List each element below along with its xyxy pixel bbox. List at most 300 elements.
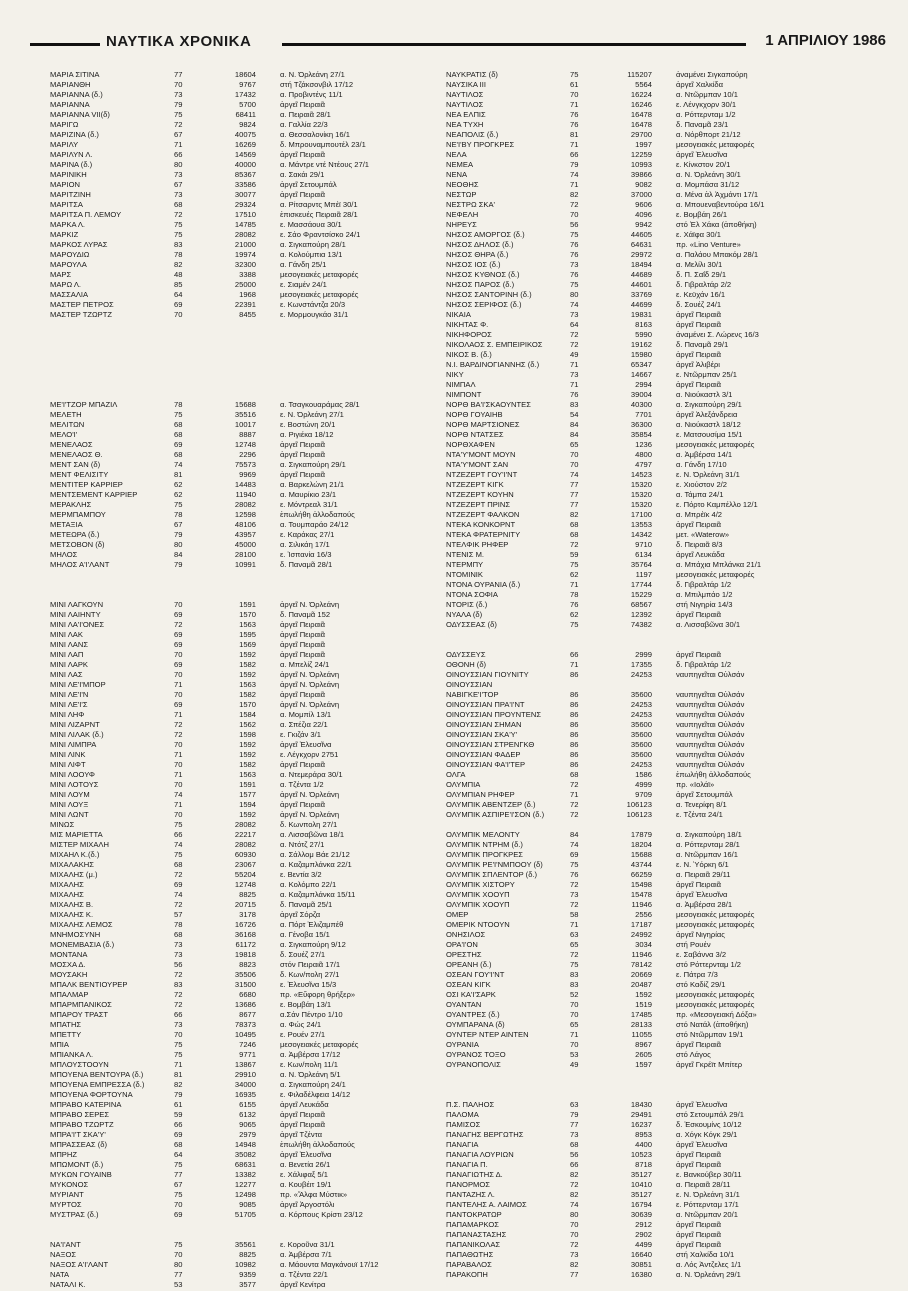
ship-group bbox=[446, 70, 826, 630]
ship-status: ε. Μόντρεαλ 31/1 bbox=[280, 500, 338, 509]
tonnage: 3577 bbox=[239, 1280, 256, 1289]
tonnage: 13686 bbox=[234, 1000, 256, 1009]
ship-status: ναυπηγεῖται Οὐλσάν bbox=[676, 760, 745, 769]
ship-row bbox=[446, 1240, 826, 1250]
ship-name: ΜΠΕΤΤΥ bbox=[50, 1030, 82, 1039]
build-year: 67 bbox=[174, 130, 183, 139]
ship-name: ΠΑΝΤΑΖΗΣ Λ. bbox=[446, 1190, 495, 1199]
build-year: 70 bbox=[174, 740, 183, 749]
ship-name: ΝΕΣΤΩΡ bbox=[446, 190, 477, 199]
ship-status: ἀργεῖ Ν. Όρλεάνη bbox=[280, 790, 340, 799]
ship-name: ΝΟΡΘΧΑΦΕΝ bbox=[446, 440, 495, 449]
ship-status: μεσογειακές μεταφορές bbox=[280, 270, 359, 279]
tonnage: 16794 bbox=[630, 1200, 652, 1209]
build-year: 71 bbox=[570, 100, 579, 109]
build-year: 82 bbox=[570, 1260, 579, 1269]
ship-row bbox=[50, 720, 430, 730]
build-year: 80 bbox=[570, 290, 579, 299]
ship-row bbox=[50, 250, 430, 260]
ship-name: ΜΙΧΑΛΗΣ (μ.) bbox=[50, 870, 98, 879]
build-year: 72 bbox=[570, 540, 579, 549]
ship-name: ΜΙΝΙ ΛΙΝΚ bbox=[50, 750, 86, 759]
build-year: 77 bbox=[570, 500, 579, 509]
ship-row bbox=[446, 580, 826, 590]
build-year: 64 bbox=[570, 320, 579, 329]
tonnage: 16726 bbox=[234, 920, 256, 929]
ship-status: δ. Γιβραλτάρ 1/2 bbox=[676, 660, 732, 669]
ship-status: ἀργεῖ Πειραιᾶ bbox=[676, 1150, 722, 1159]
ship-row bbox=[50, 1200, 430, 1210]
build-year: 59 bbox=[174, 1110, 183, 1119]
tonnage: 1570 bbox=[239, 610, 256, 619]
build-year: 70 bbox=[570, 1220, 579, 1229]
tonnage: 1591 bbox=[239, 780, 256, 789]
ship-row bbox=[50, 160, 430, 170]
build-year: 79 bbox=[174, 560, 183, 569]
ship-row bbox=[50, 310, 430, 320]
build-year: 69 bbox=[174, 1210, 183, 1219]
build-year: 68 bbox=[174, 930, 183, 939]
build-year: 71 bbox=[174, 1060, 183, 1069]
ship-name: ΜΠΡΑΒΟ ΚΑΤΕΡΙΝΑ bbox=[50, 1100, 122, 1109]
ship-name: ΜΕΛΙΤΩΝ bbox=[50, 420, 85, 429]
ship-status: α. Ἀμβέρσα 14/1 bbox=[676, 450, 733, 459]
tonnage: 16246 bbox=[630, 100, 652, 109]
ship-name: ΜΑΡΟΥΔΙΩ bbox=[50, 250, 90, 259]
tonnage: 17432 bbox=[234, 90, 256, 99]
build-year: 71 bbox=[174, 680, 183, 689]
tonnage: 14785 bbox=[234, 220, 256, 229]
tonnage: 1582 bbox=[239, 660, 256, 669]
ship-name: ΝΟΡΘ ΝΤΑΤΣΕΣ bbox=[446, 430, 504, 439]
ship-row bbox=[446, 1120, 826, 1130]
ship-name: ΟΥΑΝΤΑΝ bbox=[446, 1000, 482, 1009]
build-year: 75 bbox=[174, 1160, 183, 1169]
ship-status: α. Κολόμπο 22/1 bbox=[280, 880, 337, 889]
tonnage: 8825 bbox=[239, 1250, 256, 1259]
ship-row bbox=[446, 320, 826, 330]
ship-row bbox=[50, 820, 430, 830]
ship-name: ΜΕΝΤΙΤΕΡ ΚΑΡΡΙΕΡ bbox=[50, 480, 123, 489]
build-year: 72 bbox=[174, 990, 183, 999]
build-year: 75 bbox=[174, 1040, 183, 1049]
ship-row bbox=[50, 850, 430, 860]
tonnage: 30851 bbox=[630, 1260, 652, 1269]
build-year: 76 bbox=[570, 120, 579, 129]
ship-row bbox=[446, 330, 826, 340]
ship-status: α. Πειραιᾶ 28/1 bbox=[280, 110, 331, 119]
ship-name: ΜΕΛΟ'Ι' bbox=[50, 430, 78, 439]
ship-row bbox=[446, 860, 826, 870]
ship-name: ΜΕΤΕΩΡΑ (δ.) bbox=[50, 530, 100, 539]
tonnage: 78142 bbox=[630, 960, 652, 969]
ship-status: α. Τάμπα 24/1 bbox=[676, 490, 724, 499]
ship-status: ε. Ρουέν 27/1 bbox=[280, 1030, 326, 1039]
ship-row bbox=[446, 950, 826, 960]
ship-row bbox=[50, 510, 430, 520]
ship-name: ΝΟΡΘ ΒΑ'Ι'ΣΚΑΟΥΝΤΕΣ bbox=[446, 400, 531, 409]
ship-row bbox=[446, 870, 826, 880]
build-year: 76 bbox=[570, 250, 579, 259]
tonnage: 35516 bbox=[234, 410, 256, 419]
ship-row bbox=[50, 480, 430, 490]
ship-row bbox=[50, 220, 430, 230]
build-year: 72 bbox=[570, 810, 579, 819]
ship-row bbox=[50, 870, 430, 880]
ship-row bbox=[446, 570, 826, 580]
ship-name: ΝΑΞΟΣ bbox=[50, 1250, 77, 1259]
build-year: 69 bbox=[174, 630, 183, 639]
tonnage: 9767 bbox=[239, 80, 256, 89]
ship-status: ε. Ἰσπανία 16/3 bbox=[280, 550, 332, 559]
build-year: 70 bbox=[174, 1030, 183, 1039]
ship-name: ΟΝΗΣΙΛΟΣ bbox=[446, 930, 486, 939]
tonnage: 5564 bbox=[635, 80, 652, 89]
ship-name: ΟΛΥΜΠΙΚ ΣΠΛΕΝΤΟΡ (δ.) bbox=[446, 870, 538, 879]
tonnage: 2902 bbox=[635, 1230, 652, 1239]
ship-status: α. Σιλικάη 17/1 bbox=[280, 540, 330, 549]
ship-status: α. Ντεμεράρα 30/1 bbox=[280, 770, 343, 779]
ship-row bbox=[50, 800, 430, 810]
ship-name: ΝΑΥΚΡΑΤΙΣ (δ) bbox=[446, 70, 498, 79]
ship-status: ἀργεῖ Σόρζα bbox=[280, 910, 321, 919]
build-year: 56 bbox=[570, 1150, 579, 1159]
ship-name: ΟΛΓΑ bbox=[446, 770, 466, 779]
ship-row bbox=[446, 740, 826, 750]
ship-name: ΜΑΡΩ Λ. bbox=[50, 280, 82, 289]
ship-row bbox=[50, 1140, 430, 1150]
tonnage: 39866 bbox=[630, 170, 652, 179]
tonnage: 12748 bbox=[234, 880, 256, 889]
ship-name: ΜΕ'Ι'ΤΖΟΡ ΜΠΑΖΙΛ bbox=[50, 400, 118, 409]
ship-row bbox=[50, 980, 430, 990]
ship-name: ΝΑΥΣΙΚΑ III bbox=[446, 80, 487, 89]
ship-row bbox=[446, 430, 826, 440]
tonnage: 14569 bbox=[234, 150, 256, 159]
ship-name: ΜΥΡΤΟΣ bbox=[50, 1200, 82, 1209]
ship-row bbox=[446, 540, 826, 550]
ship-name: ΜΑΡΣ bbox=[50, 270, 72, 279]
ship-row bbox=[446, 960, 826, 970]
build-year: 72 bbox=[174, 210, 183, 219]
ship-name: ΟΛΥΜΠΙΚ ΧΟΟΥΠ bbox=[446, 900, 510, 909]
ship-name: ΜΙΧΑΛΗΣ ΛΕΜΟΣ bbox=[50, 920, 113, 929]
build-year: 62 bbox=[174, 480, 183, 489]
ship-row bbox=[446, 200, 826, 210]
build-year: 70 bbox=[174, 810, 183, 819]
tonnage: 44605 bbox=[630, 230, 652, 239]
tonnage: 35600 bbox=[630, 740, 652, 749]
build-year: 73 bbox=[570, 1130, 579, 1139]
ship-status: α. Φώς 24/1 bbox=[280, 1020, 322, 1029]
build-year: 53 bbox=[174, 1280, 183, 1289]
ship-row bbox=[50, 420, 430, 430]
build-year: 68 bbox=[570, 530, 579, 539]
tonnage: 35506 bbox=[234, 970, 256, 979]
ship-name: ΝΑΞΟΣ Α'Ι'ΛΑΝΤ bbox=[50, 1260, 109, 1269]
tonnage: 24253 bbox=[630, 700, 652, 709]
tonnage: 2912 bbox=[635, 1220, 652, 1229]
ship-row bbox=[446, 1060, 826, 1070]
ship-row bbox=[50, 1030, 430, 1040]
ship-row bbox=[446, 240, 826, 250]
ship-status: μεσογειακές μεταφορές bbox=[280, 1040, 359, 1049]
ship-row bbox=[446, 300, 826, 310]
ship-row bbox=[50, 450, 430, 460]
build-year: 63 bbox=[570, 930, 579, 939]
ship-name: ΜΠΟΥΕΝΑ ΒΕΝΤΟΥΡΑ (δ.) bbox=[50, 1070, 144, 1079]
build-year: 82 bbox=[570, 190, 579, 199]
ship-name: ΝΗΣΟΣ ΣΑΝΤΟΡΙΝΗ (δ.) bbox=[446, 290, 532, 299]
build-year: 71 bbox=[570, 180, 579, 189]
ship-row bbox=[446, 910, 826, 920]
build-year: 77 bbox=[570, 490, 579, 499]
ship-status: ἀργεῖ Πειραιᾶ bbox=[676, 1220, 722, 1229]
tonnage: 15320 bbox=[630, 490, 652, 499]
ship-status: στό Ρόττερνταμ 1/2 bbox=[676, 960, 742, 969]
ship-name: ΜΑΣΣΑΛΙΑ bbox=[50, 290, 89, 299]
ship-row bbox=[446, 1000, 826, 1010]
ship-name: ΟΔΥΣΣΕΥΣ bbox=[446, 650, 486, 659]
ship-row bbox=[50, 1060, 430, 1070]
ship-status: πρ. «Lino Venture» bbox=[676, 240, 741, 249]
ship-status: ἀργεῖ Ἐλευσῖνα bbox=[676, 1100, 728, 1109]
tonnage: 17187 bbox=[630, 920, 652, 929]
ship-name: ΜΙΝΙ ΛΟΥΞ bbox=[50, 800, 89, 809]
ship-status: ε. Ν. Ὑόρκη 6/1 bbox=[676, 860, 729, 869]
ship-status: α. Ριγιέκα 18/12 bbox=[280, 430, 334, 439]
tonnage: 4400 bbox=[635, 1140, 652, 1149]
ship-row bbox=[50, 1240, 430, 1250]
ship-status: ε. Κοροῦνα 31/1 bbox=[280, 1240, 335, 1249]
ship-name: ΝΟΡΘ ΜΑΡΤΣΙΟΝΕΣ bbox=[446, 420, 520, 429]
ship-name: ΜΙΝΙ ΛΙΦΤ bbox=[50, 760, 86, 769]
build-year: 78 bbox=[174, 400, 183, 409]
ship-status: ἀργεῖ Νιγηρίας bbox=[676, 930, 725, 939]
ship-status: πρ. «Ἄλφα Μύστικ» bbox=[280, 1190, 348, 1199]
ship-name: ΟΣΕΑΝ ΓΟΥ'Ι'ΝΤ bbox=[446, 970, 505, 979]
build-year: 65 bbox=[570, 940, 579, 949]
build-year: 67 bbox=[174, 180, 183, 189]
ship-status: στό Ντῶρμπαν 19/1 bbox=[676, 1030, 744, 1039]
tonnage: 8967 bbox=[635, 1040, 652, 1049]
ship-row bbox=[446, 210, 826, 220]
ship-status: δ. Π. Σαΐδ 29/1 bbox=[676, 270, 727, 279]
ship-status: ε. Κίνκστον 20/1 bbox=[676, 160, 731, 169]
build-year: 62 bbox=[174, 490, 183, 499]
build-year: 69 bbox=[174, 300, 183, 309]
ship-status: στό Νατάλ (ἀποθήκη) bbox=[676, 1020, 749, 1029]
ship-row bbox=[446, 1220, 826, 1230]
ship-name: ΜΙΝΙ ΛΑΓΚΟΥΝ bbox=[50, 600, 104, 609]
build-year: 71 bbox=[174, 770, 183, 779]
build-year: 77 bbox=[570, 1120, 579, 1129]
build-year: 74 bbox=[570, 470, 579, 479]
tonnage: 6134 bbox=[635, 550, 652, 559]
ship-status: ἀργεῖ Πειραιᾶ bbox=[280, 450, 326, 459]
build-year: 86 bbox=[570, 740, 579, 749]
build-year: 72 bbox=[174, 720, 183, 729]
ship-name: ΝΕΝΑ bbox=[446, 170, 468, 179]
build-year: 69 bbox=[174, 610, 183, 619]
ship-status: στό Καδίζ 29/1 bbox=[676, 980, 726, 989]
tonnage: 20669 bbox=[630, 970, 652, 979]
build-year: 74 bbox=[174, 460, 183, 469]
ship-row bbox=[446, 1250, 826, 1260]
ship-row bbox=[446, 650, 826, 660]
ship-row bbox=[446, 900, 826, 910]
tonnage: 1594 bbox=[239, 800, 256, 809]
group-gap bbox=[50, 570, 430, 600]
tonnage: 1997 bbox=[635, 140, 652, 149]
ship-status: α. Ρόττερνταμ 28/1 bbox=[676, 840, 740, 849]
ship-row bbox=[50, 1050, 430, 1060]
ship-name: ΜΠΡΗΖ bbox=[50, 1150, 77, 1159]
build-year: 61 bbox=[570, 80, 579, 89]
ship-status: ε. Σιαμέν 24/1 bbox=[280, 280, 327, 289]
ship-name: ΟΙΝΟΥΣΣΙΑΝ ΓΙΟΥΝΙΤΥ bbox=[446, 670, 529, 679]
ship-name: ΜΙΝΙ ΛΑ'Ι'ΟΝΕΣ bbox=[50, 620, 105, 629]
ship-name: ΜΟΝΤΑΝΑ bbox=[50, 950, 88, 959]
ship-name: ΜΙΝΙ ΛΕ'Ι'ΜΠΟΡ bbox=[50, 680, 106, 689]
ship-name: ΜΠΙΑΝΚΑ Λ. bbox=[50, 1050, 94, 1059]
ship-name: ΜΙΧΑΛΗΣ bbox=[50, 890, 84, 899]
build-year: 79 bbox=[570, 1110, 579, 1119]
ship-name: ΜΙΝΙ ΛΩΝΤ bbox=[50, 810, 89, 819]
ship-name: ΜΑΡΚΑ Λ. bbox=[50, 220, 86, 229]
ship-row bbox=[50, 740, 430, 750]
ship-row bbox=[50, 1280, 430, 1290]
ship-row bbox=[446, 480, 826, 490]
ship-name: ΝΗΣΟΣ ΘΗΡΑ (δ.) bbox=[446, 250, 509, 259]
ship-status: α. Μομπίλ 13/1 bbox=[280, 710, 332, 719]
ship-row bbox=[446, 370, 826, 380]
ship-status: πρ. «Μεσογειακή Δόξα» bbox=[676, 1010, 757, 1019]
build-year: 82 bbox=[174, 260, 183, 269]
ship-name: ΟΛΥΜΠΙΚ ΑΒΕΝΤΖΕΡ (δ.) bbox=[446, 800, 536, 809]
build-year: 81 bbox=[174, 1070, 183, 1079]
tonnage: 11940 bbox=[235, 490, 256, 499]
tonnage: 15688 bbox=[630, 850, 652, 859]
ship-name: ΜΙΝΙ ΛΗΦ bbox=[50, 710, 85, 719]
tonnage: 6680 bbox=[239, 990, 256, 999]
ship-name: ΜΕΡΑΚΛΗΣ bbox=[50, 500, 92, 509]
tonnage: 12277 bbox=[234, 1180, 256, 1189]
tonnage: 6132 bbox=[239, 1110, 256, 1119]
build-year: 69 bbox=[174, 660, 183, 669]
build-year: 73 bbox=[174, 190, 183, 199]
ship-status: α. Ἀμβέρσα 7/1 bbox=[280, 1250, 332, 1259]
ship-row bbox=[446, 920, 826, 930]
ship-status: δ. Παναμᾶ 152 bbox=[280, 610, 331, 619]
ship-name: ΟΛΥΜΠΙΚ ΝΤΡΗΜ (δ.) bbox=[446, 840, 523, 849]
ship-name: ΜΙΝΙ ΛΟΤΟΥΣ bbox=[50, 780, 99, 789]
ship-row bbox=[50, 280, 430, 290]
ship-status: ε. Ρόττερνταμ 17/1 bbox=[676, 1200, 739, 1209]
ship-name: ΟΛΥΜΠΙΚ ΧΟΟΥΠ bbox=[446, 890, 510, 899]
tonnage: 29491 bbox=[630, 1110, 652, 1119]
ship-row bbox=[50, 290, 430, 300]
ship-row bbox=[50, 210, 430, 220]
ship-name: ΜΠΛΟΥΣΤΟΟΥΝ bbox=[50, 1060, 109, 1069]
ship-row bbox=[446, 290, 826, 300]
ship-name: ΠΑΠΑΝΙΚΟΛΑΣ bbox=[446, 1240, 501, 1249]
ship-name: ΝΕΑ ΤΥΧΗ bbox=[446, 120, 484, 129]
ship-status: μεσογειακές μεταφορές bbox=[676, 920, 755, 929]
tonnage: 16224 bbox=[630, 90, 652, 99]
build-year: 68 bbox=[570, 1140, 579, 1149]
build-year: 75 bbox=[570, 620, 579, 629]
ship-status: ἐπισκευές Πειραιᾶ 28/1 bbox=[280, 210, 358, 219]
ship-status: α. Νιούκαστλ 3/1 bbox=[676, 390, 733, 399]
ship-name: ΜΙΝΙ ΛΙΜΠΡΑ bbox=[50, 740, 97, 749]
tonnage: 29972 bbox=[630, 250, 652, 259]
ship-status: ἀργεῖ Πειραιᾶ bbox=[280, 640, 326, 649]
group-gap bbox=[446, 630, 826, 650]
ship-status: ἀργεῖ Πειραιᾶ bbox=[676, 650, 722, 659]
ship-status: α. Λός Ἀντζελες 1/1 bbox=[676, 1260, 742, 1269]
tonnage: 18430 bbox=[630, 1100, 652, 1109]
tonnage: 17100 bbox=[630, 510, 652, 519]
ship-status: ἀργεῖ Ἀργοστόλι bbox=[280, 1200, 335, 1209]
ship-name: ΝΙΚΗΤΑΣ Φ. bbox=[446, 320, 489, 329]
build-year: 70 bbox=[174, 310, 183, 319]
ship-row bbox=[50, 80, 430, 90]
tonnage: 10993 bbox=[630, 160, 652, 169]
ship-row bbox=[50, 1160, 430, 1170]
tonnage: 9824 bbox=[239, 120, 256, 129]
tonnage: 31500 bbox=[234, 980, 256, 989]
build-year: 78 bbox=[174, 250, 183, 259]
ship-status: α. Τσαγκουαράμας 28/1 bbox=[280, 400, 360, 409]
ship-row bbox=[50, 950, 430, 960]
tonnage: 7701 bbox=[635, 410, 652, 419]
ship-row bbox=[50, 1000, 430, 1010]
tonnage: 18494 bbox=[630, 260, 652, 269]
tonnage: 4096 bbox=[635, 210, 652, 219]
build-year: 80 bbox=[570, 1210, 579, 1219]
build-year: 70 bbox=[570, 1230, 579, 1239]
ship-row bbox=[50, 170, 430, 180]
tonnage: 9085 bbox=[239, 1200, 256, 1209]
build-year: 72 bbox=[570, 950, 579, 959]
ship-name: ΟΙΝΟΥΣΣΙΑΝ ΦΑ'Ι'ΤΕΡ bbox=[446, 760, 526, 769]
ship-status: ναυπηγεῖται Οὐλσάν bbox=[676, 740, 745, 749]
ship-status: α. Τζέντα 22/1 bbox=[280, 1270, 328, 1279]
ship-row bbox=[50, 560, 430, 570]
ship-name: ΟΙΝΟΥΣΣΙΑΝ ΣΗΜΑΝ bbox=[446, 720, 522, 729]
ship-name: ΟΡΕΑΝΗ (δ.) bbox=[446, 960, 492, 969]
ship-status: α.Σάν Πέντρο 1/10 bbox=[280, 1010, 343, 1019]
ship-row bbox=[50, 1080, 430, 1090]
build-year: 70 bbox=[174, 670, 183, 679]
build-year: 66 bbox=[570, 150, 579, 159]
build-year: 81 bbox=[570, 130, 579, 139]
tonnage: 5700 bbox=[239, 100, 256, 109]
ship-row bbox=[446, 420, 826, 430]
build-year: 82 bbox=[570, 510, 579, 519]
build-year: 74 bbox=[570, 170, 579, 179]
tonnage: 106123 bbox=[626, 800, 652, 809]
build-year: 69 bbox=[174, 440, 183, 449]
tonnage: 14483 bbox=[234, 480, 256, 489]
ship-name: ΝΤΖΕΖΕΡΤ ΓΟΥ'Ι'ΝΤ bbox=[446, 470, 518, 479]
tonnage: 17485 bbox=[630, 1010, 652, 1019]
ship-row bbox=[446, 350, 826, 360]
ship-name: ΜΙΝΙ ΛΑΠ bbox=[50, 650, 84, 659]
tonnage: 74382 bbox=[630, 620, 652, 629]
ship-name: ΠΑΠΑΝΑΣΤΑΣΗΣ bbox=[446, 1230, 507, 1239]
